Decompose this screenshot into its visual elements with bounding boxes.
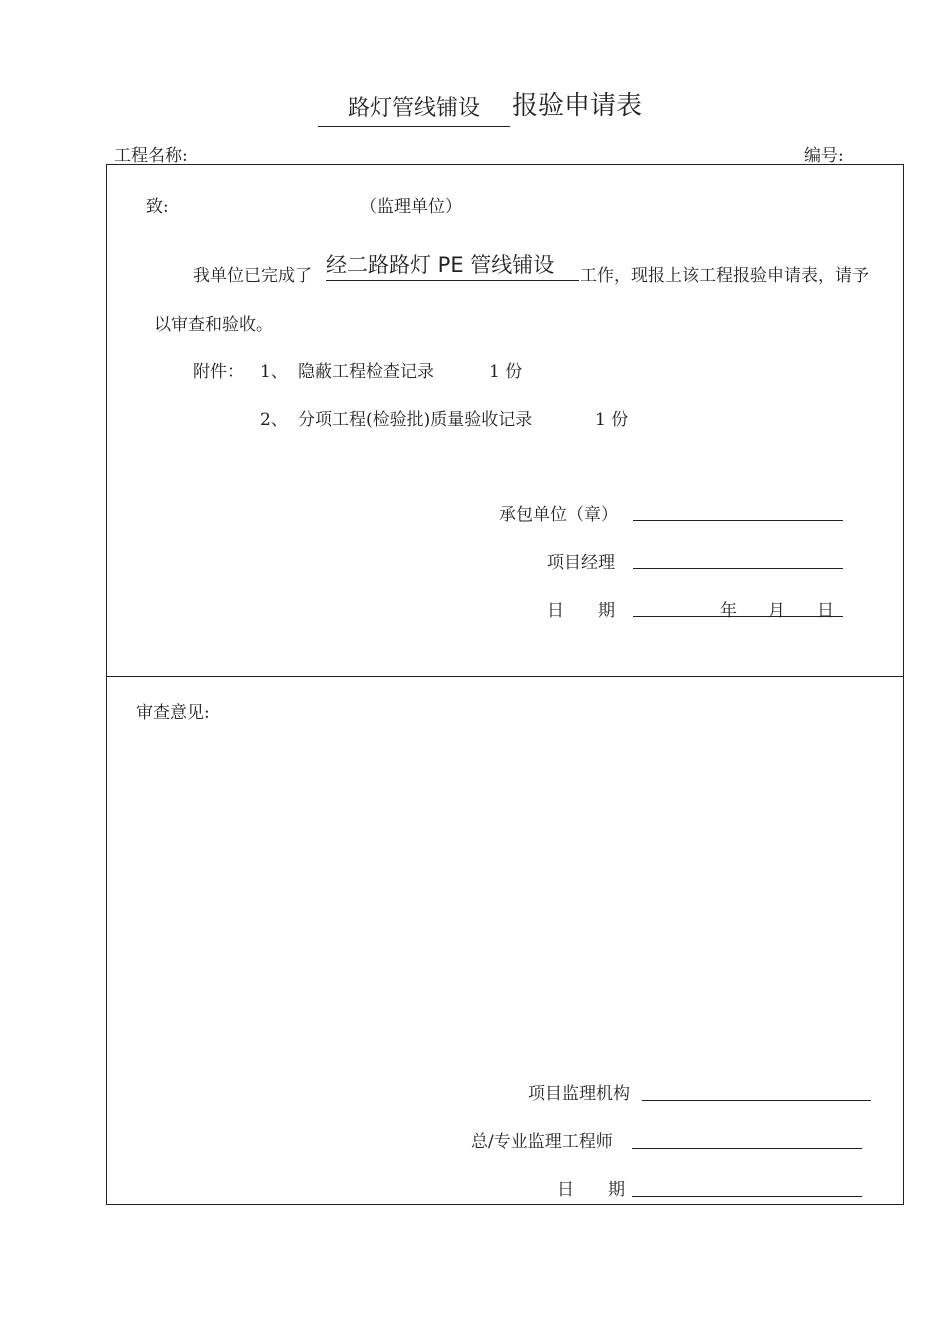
attachment-index: 2、: [260, 410, 288, 430]
contractor-signature-line: [633, 520, 843, 521]
date-label: 日 期: [547, 601, 615, 621]
project-manager-label: 项目经理: [547, 553, 615, 573]
work-item: 经二路路灯 PE 管线铺设: [326, 250, 579, 281]
year-label: 年: [720, 601, 737, 621]
review-date-line: [632, 1196, 862, 1197]
attachment-name: 隐蔽工程检查记录: [298, 362, 434, 382]
attachment-qty: 1 份: [595, 410, 629, 430]
review-date-label: 日 期: [557, 1180, 625, 1200]
body-prefix: 我单位已完成了: [193, 266, 312, 286]
review-section: [106, 676, 904, 1205]
title-subject: 路灯管线铺设: [318, 92, 510, 127]
project-name-label: 工程名称:: [114, 146, 188, 166]
serial-no-label: 编号:: [804, 146, 844, 166]
title-suffix: 报验申请表: [512, 91, 643, 121]
body-line2: 以审查和验收。: [154, 315, 273, 335]
supervising-engineer-signature-line: [632, 1148, 862, 1149]
contractor-label: 承包单位（章）: [499, 505, 618, 525]
supervising-engineer-label: 总/专业监理工程师: [471, 1132, 613, 1152]
body-suffix: 工作，现报上该工程报验申请表，请予: [580, 266, 869, 286]
supervision-org-signature-line: [642, 1100, 871, 1101]
attachment-qty: 1 份: [489, 362, 523, 382]
supervision-org-label: 项目监理机构: [528, 1084, 630, 1104]
to-label: 致:: [146, 197, 169, 217]
month-label: 月: [768, 601, 785, 621]
attachment-index: 1、: [260, 362, 288, 382]
day-label: 日: [817, 601, 834, 621]
attachments-label: 附件：: [193, 362, 244, 382]
attachment-name: 分项工程(检验批)质量验收记录: [298, 410, 533, 430]
supervisor-unit-label: （监理单位）: [360, 197, 462, 217]
project-manager-signature-line: [633, 568, 843, 569]
date-line: [633, 616, 843, 617]
review-opinion-label: 审查意见:: [136, 703, 210, 723]
